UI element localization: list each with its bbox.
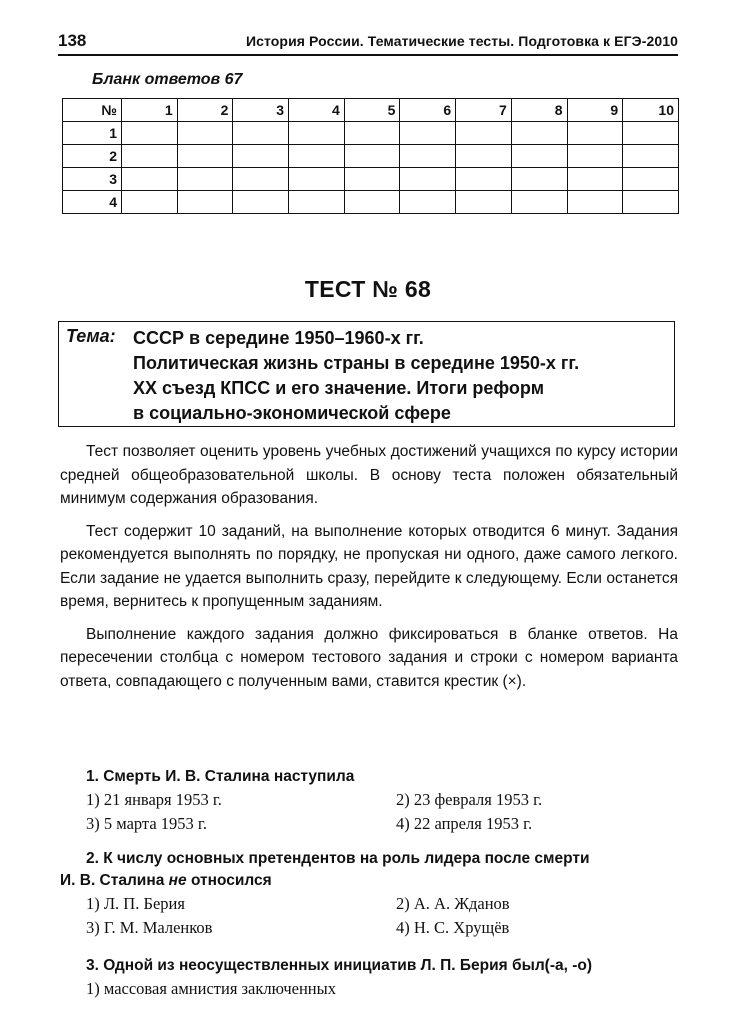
column-header: 7 [456,99,512,122]
column-header: 1 [122,99,178,122]
answer-cell[interactable] [233,122,289,145]
answer-cell[interactable] [344,122,400,145]
option: 3) 5 марта 1953 г. [86,814,207,833]
question-emphasis: не [168,872,187,889]
row-header: 1 [63,122,122,145]
question-title [60,766,680,788]
column-header: № [63,99,122,122]
answer-cell[interactable] [122,122,178,145]
intro-paragraph: Тест содержит 10 заданий, на выполнение которых отводится 6 минут. Задания рекомендуется выполнять по порядку, не пропуская ни одного, даже самого легкого. Если задание не удается выполнить сразу, перейдите к следующему. Если останется время, вернитесь к пропущенным заданиям. [60,522,678,610]
option: 3) Г. М. Маленков [86,918,213,937]
table-row [63,145,679,168]
answer-sheet-title: Бланк ответов 67 [92,71,243,88]
answer-cell[interactable] [567,122,623,145]
answer-cell[interactable] [122,191,178,214]
intro-paragraph: Выполнение каждого задания должно фиксироваться в бланке ответов. На пересечении столбца с номером тестового задания и строки с номером варианта ответа, совпадающего с полученным вами, ставится крестик (×). [60,625,678,690]
answer-sheet-table [62,98,679,214]
answer-cell[interactable] [400,122,456,145]
options-list [60,788,680,836]
column-header: 3 [233,99,289,122]
answer-cell[interactable] [400,191,456,214]
option: 4) Н. С. Хрущёв [396,918,510,937]
answer-cell[interactable] [623,145,679,168]
answer-cell[interactable] [511,191,567,214]
answer-sheet-header-row [63,99,679,122]
row-header: 3 [63,168,122,191]
page-header [58,28,678,56]
answer-cell[interactable] [344,191,400,214]
options-list [60,977,680,1001]
answer-cell[interactable] [177,191,233,214]
answer-cell[interactable] [567,168,623,191]
question-text: 1. Смерть И. В. Сталина наступила [86,768,355,785]
answer-cell[interactable] [623,168,679,191]
topic-lines [133,326,579,426]
answer-cell[interactable] [289,168,345,191]
answer-cell[interactable] [233,145,289,168]
topic-line: СССР в середине 1950–1960-х гг. [133,328,424,348]
answer-cell[interactable] [177,145,233,168]
column-header: 4 [289,99,345,122]
option: 4) 22 апреля 1953 г. [396,814,533,833]
option: 2) 23 февраля 1953 г. [396,790,543,809]
answer-cell[interactable] [511,122,567,145]
answer-cell[interactable] [289,145,345,168]
column-header: 6 [400,99,456,122]
question-2 [60,848,680,940]
intro-paragraph: Тест позволяет оценить уровень учебных достижений учащихся по курсу истории средней общеобразовательной школы. В основу теста положен обязательный минимум содержания образования. [60,443,678,507]
question-title [60,848,680,892]
question-title [60,955,680,977]
column-header: 9 [567,99,623,122]
row-header: 2 [63,145,122,168]
option: 1) массовая амнистия заключенных [86,979,336,998]
row-header: 4 [63,191,122,214]
table-row [63,168,679,191]
topic-line: Политическая жизнь страны в середине 1950-х гг. [133,353,580,373]
answer-cell[interactable] [177,122,233,145]
answer-cell[interactable] [289,191,345,214]
option: 2) А. А. Жданов [396,894,510,913]
column-header: 2 [177,99,233,122]
topic-box [58,321,675,427]
answer-cell[interactable] [567,145,623,168]
question-1 [60,766,680,836]
answer-cell[interactable] [456,122,512,145]
topic-line: в социально-экономической сфере [133,403,451,423]
options-list [60,892,680,940]
running-title: История России. Тематические тесты. Подготовка к ЕГЭ-2010 [245,33,678,49]
table-row [63,191,679,214]
answer-cell[interactable] [344,168,400,191]
column-header: 8 [511,99,567,122]
option: 1) Л. П. Берия [86,894,185,913]
answer-cell[interactable] [511,145,567,168]
question-text: 3. Одной из неосуществленных инициатив Л. П. Берия был(-а, -о) [86,957,593,974]
answer-cell[interactable] [122,168,178,191]
answer-cell[interactable] [623,122,679,145]
answer-cell[interactable] [456,145,512,168]
answer-cell[interactable] [456,168,512,191]
answer-cell[interactable] [233,191,289,214]
answer-cell[interactable] [511,168,567,191]
answer-cell[interactable] [623,191,679,214]
topic-line: XX съезд КПСС и его значение. Итоги реформ [133,378,545,398]
column-header: 10 [623,99,679,122]
option: 1) 21 января 1953 г. [86,790,222,809]
topic-label: Тема: [66,326,116,346]
page-number: 138 [58,31,87,50]
question-text: И. В. Сталина [60,872,165,889]
answer-cell[interactable] [400,168,456,191]
column-header: 5 [344,99,400,122]
table-row [63,122,679,145]
answer-cell[interactable] [122,145,178,168]
answer-cell[interactable] [344,145,400,168]
question-text: относился [190,872,272,889]
answer-cell[interactable] [456,191,512,214]
answer-cell[interactable] [400,145,456,168]
test-title: ТЕСТ № 68 [304,276,432,302]
question-3 [60,955,680,1001]
intro-text [60,440,678,702]
answer-cell[interactable] [567,191,623,214]
question-text: 2. К числу основных претендентов на роль лидера после смерти [86,850,590,867]
answer-cell[interactable] [289,122,345,145]
answer-cell[interactable] [233,168,289,191]
answer-cell[interactable] [177,168,233,191]
